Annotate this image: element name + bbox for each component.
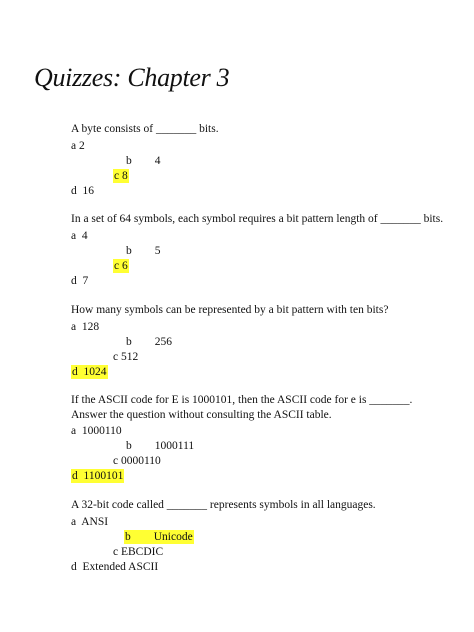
question-5-option-d: d Extended ASCII bbox=[71, 561, 159, 573]
question-3-option-a: a 128 bbox=[71, 321, 100, 333]
question-1-text: A byte consists of _______ bits. bbox=[71, 123, 219, 135]
question-3-option-d: d 1024 bbox=[72, 366, 107, 378]
question-1-option-b: b 4 bbox=[126, 155, 161, 167]
question-4-option-c: c 0000110 bbox=[113, 455, 161, 467]
question-2-option-b: b 5 bbox=[126, 245, 161, 257]
question-1-option-c: c 8 bbox=[114, 170, 128, 182]
question-5-option-b: b Unicode bbox=[125, 531, 193, 543]
question-4-option-b: b 1000111 bbox=[126, 440, 195, 452]
question-5-text: A 32-bit code called _______ represents symbols in all languages. bbox=[71, 499, 376, 511]
question-2-option-d: d 7 bbox=[71, 275, 89, 287]
question-5-option-c: c EBCDIC bbox=[113, 546, 164, 558]
question-2-option-c: c 6 bbox=[114, 260, 128, 272]
question-1-option-d: d 16 bbox=[71, 185, 94, 197]
question-2-text: In a set of 64 symbols, each symbol requires a bit pattern length of _______ bits. bbox=[71, 213, 444, 225]
question-3-option-b: b 256 bbox=[126, 336, 172, 348]
page-title: Quizzes: Chapter 3 bbox=[34, 63, 230, 92]
question-4-option-a: a 1000110 bbox=[71, 425, 122, 437]
question-2-option-a: a 4 bbox=[71, 230, 88, 242]
question-4-text: If the ASCII code for E is 1000101, then the ASCII code for e is _______. Answer the question without consulting the ASCII table. bbox=[71, 394, 413, 421]
question-3-text: How many symbols can be represented by a bit pattern with ten bits? bbox=[71, 304, 389, 316]
question-1-option-a: a 2 bbox=[71, 140, 85, 152]
question-5-option-a: a ANSI bbox=[71, 516, 109, 528]
question-4-option-d: d 1100101 bbox=[72, 470, 124, 482]
question-3-option-c: c 512 bbox=[113, 351, 139, 363]
